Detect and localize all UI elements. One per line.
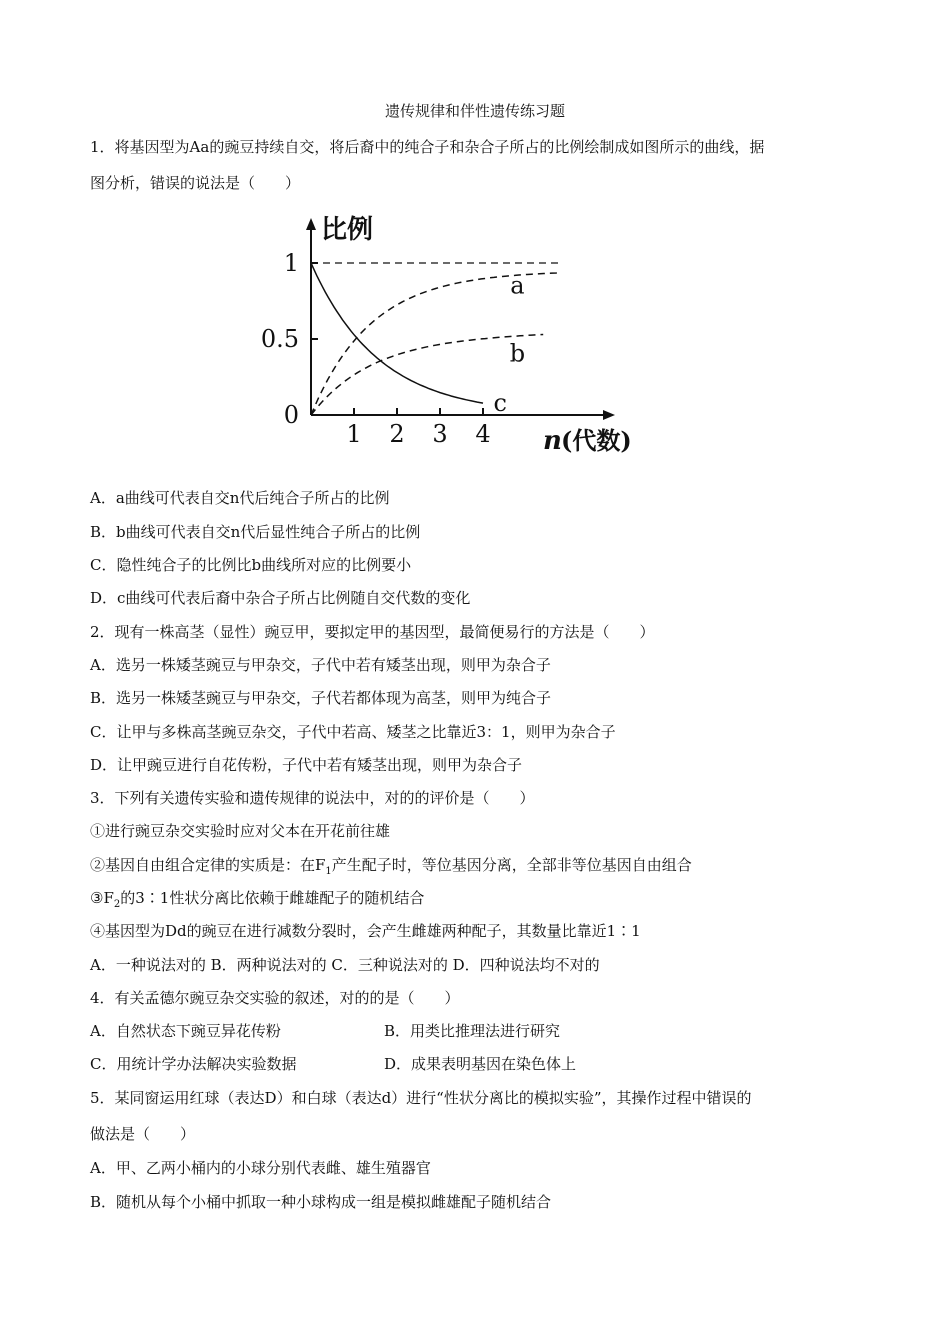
q1-stem-line1: 1．将基因型为Aa的豌豆持续自交，将后裔中的纯合子和杂合子所占的比例绘制成如图所示的曲线，据 [90,138,765,156]
y-tick-label: 1 [283,249,299,277]
q2-option-c: C．让甲与多株高茎豌豆杂交，子代中若高、矮茎之比靠近3：1，则甲为杂合子 [90,723,616,741]
q5-stem-line1: 5．某同窗运用红球（表达D）和白球（表达d）进行“性状分离比的模拟实验”，其操作过程中错误的 [90,1089,752,1107]
y-tick-label: 0.5 [260,325,299,353]
q2-option-b: B．选另一株矮茎豌豆与甲杂交，子代若都体现为高茎，则甲为纯合子 [90,689,552,707]
q3-statement-3: $③F_2$的3∶1性状分离比依赖于雌雄配子的随机结合 [90,889,425,910]
q1-option-a: A．a曲线可代表自交n代后纯合子所占的比例 [90,489,390,507]
q4-option-d: D．成果表明基因在染色体上 [384,1055,577,1073]
series-c-label: c [493,389,507,418]
q1-stem-line2: 图分析，错误的说法是（ ） [90,174,301,192]
x-tick-label: 1 [346,420,362,448]
q1-chart [255,210,635,465]
series-b-label: b [509,339,526,368]
q2-option-d: D．让甲豌豆进行自花传粉，子代中若有矮茎出现，则甲为杂合子 [90,756,523,774]
q3-statement-1: ①进行豌豆杂交实验时应对父本在开花前往雄 [90,822,391,840]
q2-stem: 2．现有一株高茎（显性）豌豆甲，要拟定甲的基因型，最简便易行的方法是（ ） [90,623,655,641]
q3-stem: 3．下列有关遗传实验和遗传规律的说法中，对的的评价是（ ） [90,789,535,807]
x-axis-arrow [603,410,615,420]
x-tick-label: 2 [389,420,405,448]
x-axis-label-unit: (代数) [561,426,632,455]
q1-option-b: B．b曲线可代表自交n代后显性纯合子所占的比例 [90,523,421,541]
y-axis-label: 比例 [321,215,374,245]
q1-option-c: C．隐性纯合子的比例比b曲线所对应的比例要小 [90,556,412,574]
q1-option-d: D．c曲线可代表后裔中杂合子所占比例随自交代数的变化 [90,589,471,607]
q5-stem-line2: 做法是（ ） [90,1125,196,1143]
q4-stem: 4．有关孟德尔豌豆杂交实验的叙述，对的的是（ ） [90,989,460,1007]
x-tick-label: 4 [475,420,491,448]
q4-option-a: A．自然状态下豌豆异花传粉 [90,1022,281,1040]
page-title: 遗传规律和伴性遗传练习题 [384,102,565,120]
q2-option-a: A．选另一株矮茎豌豆与甲杂交，子代中若有矮茎出现，则甲为杂合子 [90,656,551,674]
q5-option-b: B．随机从每个小桶中抓取一种小球构成一组是模拟雌雄配子随机结合 [90,1193,552,1211]
series-c-line [311,263,483,403]
x-axis-label-n: n [543,426,562,456]
q5-option-a: A．甲、乙两小桶内的小球分别代表雌、雄生殖器官 [90,1159,431,1177]
q4-options-row1 [90,1021,561,1041]
x-tick-label: 3 [432,420,448,448]
q3-options: A．一种说法对的 B．两种说法对的 C．三种说法对的 D．四种说法均不对的 [90,956,600,974]
series-b-line [311,335,543,416]
q3-statement-4: ④基因型为Dd的豌豆在进行减数分裂时，会产生雌雄两种配子，其数量比靠近1∶1 [90,922,641,940]
q3-statement-2: ②基因自由组合定律的实质是：在$F_1$产生配子时，等位基因分离，全部非等位基因自由组合 [90,856,692,877]
y-axis-arrow [306,218,316,230]
q4-option-c: C．用统计学办法解决实验数据 [90,1055,297,1073]
y-tick-label: 0 [283,401,299,429]
q4-option-b: B．用类比推理法进行研究 [384,1022,561,1040]
series-a-label: a [510,271,525,300]
q4-options-row2 [90,1054,577,1074]
